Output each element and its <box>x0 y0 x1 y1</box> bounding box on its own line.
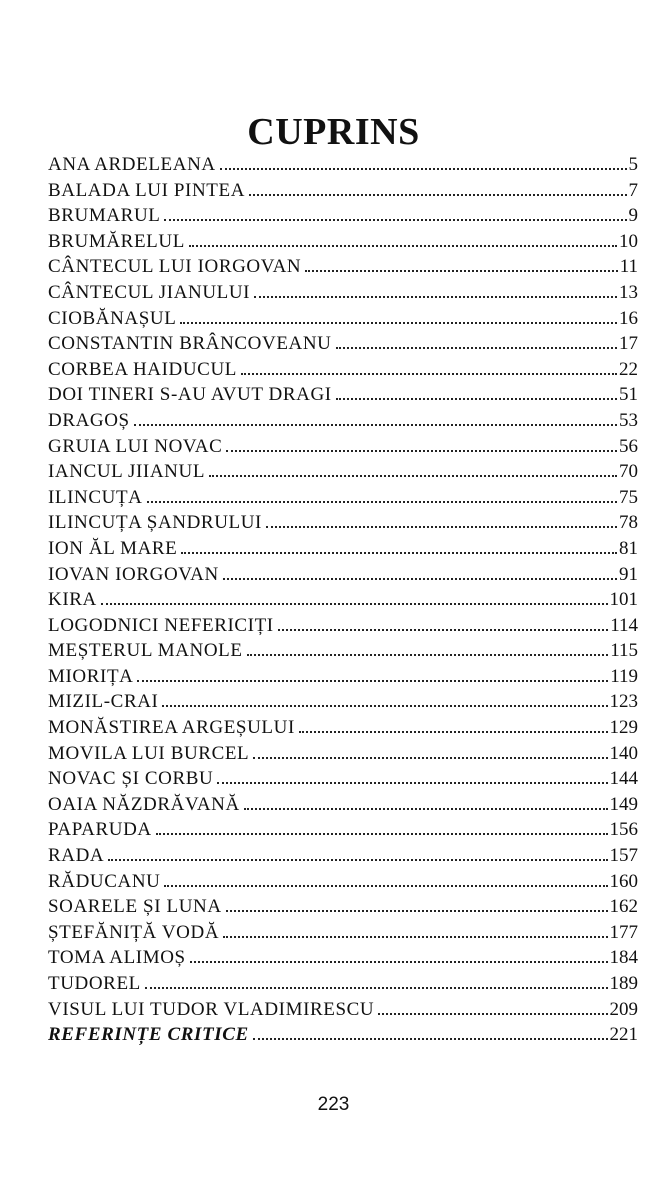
toc-entry-title: CORBEA HAIDUCUL <box>48 358 237 380</box>
toc-entry-title: MIZIL-CRAI <box>48 691 159 713</box>
toc-entry-page: 81 <box>619 537 638 559</box>
dot-leader <box>147 501 617 503</box>
toc-entry-title: RĂDUCANU <box>48 870 161 892</box>
toc-entry <box>48 1022 638 1048</box>
toc-entry-page: 140 <box>609 742 638 764</box>
table-of-contents <box>48 152 638 1048</box>
dot-leader <box>223 578 617 580</box>
toc-entry-title: NOVAC ȘI CORBU <box>48 768 214 790</box>
toc-entry <box>48 203 638 229</box>
page-number: 223 <box>317 1094 350 1115</box>
toc-entry <box>48 306 638 332</box>
toc-entry <box>48 894 638 920</box>
dot-leader <box>209 475 617 477</box>
toc-entry <box>48 331 638 357</box>
dot-leader <box>244 808 608 810</box>
toc-entry-page: 53 <box>619 409 638 431</box>
toc-entry-title: ANA ARDELEANA <box>48 154 216 175</box>
toc-entry <box>48 971 638 997</box>
toc-entry-page: 13 <box>619 281 638 303</box>
dot-leader <box>254 296 617 298</box>
toc-entry-title: DOI TINERI S-AU AVUT DRAGI <box>48 384 332 406</box>
dot-leader <box>241 373 617 375</box>
toc-entry <box>48 254 638 280</box>
toc-entry <box>48 434 638 460</box>
dot-leader <box>305 270 617 272</box>
toc-entry-title: ȘTEFĂNIȚĂ VODĂ <box>48 921 220 943</box>
toc-entry-title: IANCUL JIIANUL <box>48 461 206 483</box>
toc-entry <box>48 459 638 485</box>
toc-entry-page: 16 <box>619 307 638 329</box>
toc-entry-title: TOMA ALIMOȘ <box>48 947 186 969</box>
dot-leader <box>164 885 607 887</box>
dot-leader <box>223 936 607 938</box>
toc-entry <box>48 536 638 562</box>
toc-entry-page: 11 <box>619 256 638 278</box>
toc-entry-title: BRUMARUL <box>48 205 161 227</box>
toc-entry-title: ILINCUȚA <box>48 486 143 508</box>
toc-entry <box>48 997 638 1023</box>
toc-entry-title: CONSTANTIN BRÂNCOVEANU <box>48 333 332 355</box>
toc-entry-page: 78 <box>619 512 638 534</box>
dot-leader <box>247 654 609 656</box>
toc-entry <box>48 280 638 306</box>
dot-leader <box>108 859 607 861</box>
dot-leader <box>217 782 607 784</box>
dot-leader <box>162 705 607 707</box>
toc-entry-title: KIRA <box>48 589 97 611</box>
toc-entry-page: 56 <box>619 435 638 457</box>
toc-entry-title: SOARELE ȘI LUNA <box>48 896 222 918</box>
toc-entry-page: 10 <box>619 230 638 252</box>
toc-entry <box>48 945 638 971</box>
dot-leader <box>253 1038 608 1040</box>
toc-entry-title: BALADA LUI PINTEA <box>48 179 246 201</box>
toc-entry-page: 119 <box>610 665 638 687</box>
toc-entry <box>48 152 638 178</box>
toc-entry-page: 114 <box>610 614 638 636</box>
dot-leader <box>226 910 608 912</box>
toc-entry <box>48 920 638 946</box>
dot-leader <box>336 347 618 349</box>
toc-entry-title: ILINCUȚA ȘANDRULUI <box>48 512 262 534</box>
toc-entry-page: 129 <box>609 717 638 739</box>
toc-entry-page: 189 <box>609 973 638 994</box>
toc-entry-page: 9 <box>628 205 638 227</box>
dot-leader <box>101 603 608 605</box>
dot-leader <box>190 961 608 963</box>
dot-leader <box>137 680 608 682</box>
page-title: CUPRINS <box>247 111 420 154</box>
toc-entry-page: 101 <box>609 589 638 611</box>
toc-entry-page: 91 <box>619 563 638 585</box>
dot-leader <box>299 731 608 733</box>
toc-entry-title: MONĂSTIREA ARGEȘULUI <box>48 717 295 739</box>
dot-leader <box>278 629 608 631</box>
toc-entry-page: 149 <box>609 793 638 815</box>
toc-entry-title: CÂNTECUL JIANULUI <box>48 281 251 303</box>
toc-entry-title: ION ĂL MARE <box>48 537 178 559</box>
toc-entry <box>48 485 638 511</box>
toc-entry-page: 184 <box>609 947 638 969</box>
toc-entry-title: MIORIȚA <box>48 665 134 687</box>
toc-entry <box>48 689 638 715</box>
dot-leader <box>180 322 617 324</box>
toc-entry-page: 156 <box>609 819 638 841</box>
toc-entry <box>48 843 638 869</box>
toc-entry-page: 157 <box>609 845 638 867</box>
toc-entry-page: 7 <box>628 179 638 201</box>
toc-entry-title: PAPARUDA <box>48 819 152 841</box>
toc-entry-title: CÂNTECUL LUI IORGOVAN <box>48 256 302 278</box>
toc-entry-title: MOVILA LUI BURCEL <box>48 742 250 764</box>
toc-entry <box>48 869 638 895</box>
toc-entry <box>48 613 638 639</box>
dot-leader <box>156 833 608 835</box>
toc-entry <box>48 408 638 434</box>
toc-entry-title: DRAGOȘ <box>48 409 130 431</box>
toc-entry-title: BRUMĂRELUL <box>48 230 185 252</box>
toc-entry-page: 209 <box>609 998 638 1020</box>
toc-entry <box>48 817 638 843</box>
toc-entry-page: 123 <box>609 691 638 713</box>
dot-leader <box>145 987 608 989</box>
toc-entry <box>48 510 638 536</box>
toc-entry-page: 5 <box>628 154 638 175</box>
toc-entry-title: TUDOREL <box>48 973 141 994</box>
toc-entry-page: 144 <box>609 768 638 790</box>
dot-leader <box>226 450 617 452</box>
toc-entry-page: 177 <box>609 921 638 943</box>
toc-entry-title: REFERINȚE CRITICE <box>48 1024 249 1046</box>
toc-entry-title: RADA <box>48 845 105 867</box>
dot-leader <box>164 219 626 221</box>
dot-leader <box>134 424 617 426</box>
toc-entry <box>48 715 638 741</box>
dot-leader <box>253 757 607 759</box>
toc-entry-title: CIOBĂNAȘUL <box>48 307 177 329</box>
toc-entry-page: 160 <box>609 870 638 892</box>
toc-entry-title: MEȘTERUL MANOLE <box>48 640 243 662</box>
toc-entry-page: 22 <box>619 358 638 380</box>
toc-entry <box>48 562 638 588</box>
toc-entry-title: VISUL LUI TUDOR VLADIMIRESCU <box>48 998 375 1020</box>
dot-leader <box>189 245 617 247</box>
dot-leader <box>378 1013 607 1015</box>
toc-entry <box>48 792 638 818</box>
toc-entry <box>48 229 638 255</box>
toc-entry-page: 17 <box>619 333 638 355</box>
toc-entry <box>48 357 638 383</box>
toc-entry-page: 115 <box>610 640 638 662</box>
toc-entry-page: 162 <box>609 896 638 918</box>
toc-entry-title: GRUIA LUI NOVAC <box>48 435 223 457</box>
dot-leader <box>249 194 626 196</box>
toc-entry <box>48 587 638 613</box>
dot-leader <box>181 552 617 554</box>
toc-entry <box>48 382 638 408</box>
dot-leader <box>220 168 627 170</box>
toc-entry <box>48 741 638 767</box>
dot-leader <box>336 398 617 400</box>
toc-entry-page: 51 <box>619 384 638 406</box>
toc-entry-page: 221 <box>609 1024 638 1046</box>
toc-entry <box>48 178 638 204</box>
toc-entry-title: OAIA NĂZDRĂVANĂ <box>48 793 240 815</box>
dot-leader <box>266 526 617 528</box>
toc-entry-page: 75 <box>619 486 638 508</box>
toc-entry <box>48 766 638 792</box>
toc-entry <box>48 638 638 664</box>
toc-entry <box>48 664 638 690</box>
toc-entry-page: 70 <box>619 461 638 483</box>
toc-entry-title: LOGODNICI NEFERICIȚI <box>48 614 274 636</box>
toc-entry-title: IOVAN IORGOVAN <box>48 563 219 585</box>
